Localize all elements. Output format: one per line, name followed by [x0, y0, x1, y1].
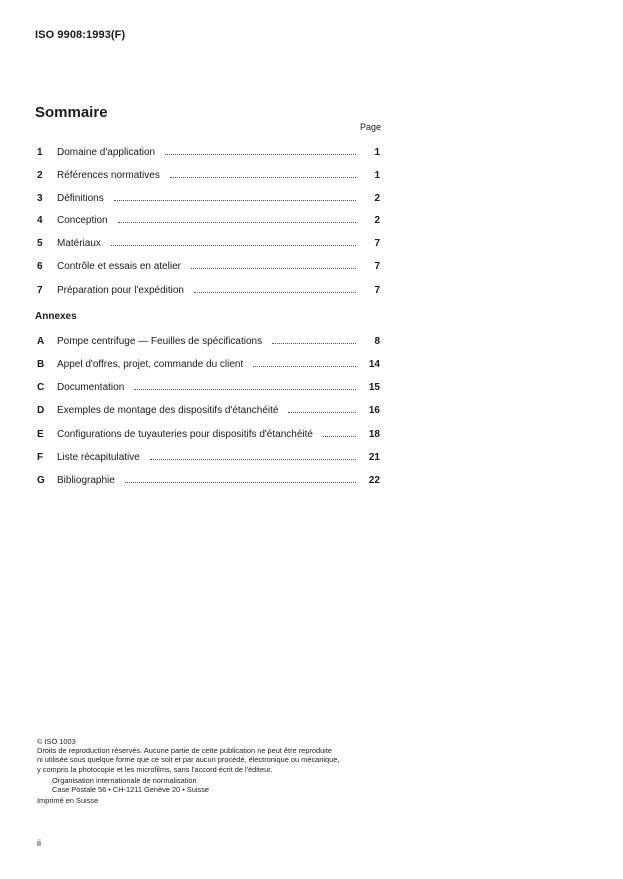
toc-entry-title: Contrôle et essais en atelier: [57, 261, 181, 272]
toc-entry-page: 14: [368, 359, 380, 370]
toc-leader-dots: [288, 412, 356, 413]
toc-entry-page: 7: [374, 285, 380, 296]
toc-entry-6[interactable]: [37, 258, 380, 272]
rights-text-line-1: Droits de reproduction réservés. Aucune partie de cette publication ne peut être reproduite: [37, 746, 332, 756]
page-number: ii: [37, 838, 41, 848]
toc-entry-number: 1: [37, 147, 43, 158]
toc-entry-page: 1: [374, 147, 380, 158]
toc-annex-c[interactable]: [37, 379, 380, 393]
copyright-notice: © ISO 1003: [37, 737, 76, 746]
toc-leader-dots: [323, 436, 356, 437]
toc-annex-d[interactable]: [37, 402, 380, 416]
toc-entry-title: Exemples de montage des dispositifs d'étanchéité: [57, 405, 279, 416]
toc-entry-title: Conception: [57, 215, 108, 226]
toc-annex-f[interactable]: [37, 449, 380, 463]
toc-entry-title: Bibliographie: [57, 475, 115, 486]
toc-entry-page: 22: [368, 475, 380, 486]
document-id: ISO 9908:1993(F): [35, 29, 126, 41]
toc-leader-dots: [191, 268, 356, 269]
rights-text-line-2: ni utilisée sous quelque forme que ce soit et par aucun procédé, électronique ou mécanique,: [37, 755, 340, 765]
printed-in: Imprimé en Suisse: [37, 796, 99, 806]
toc-entry-title: Configurations de tuyauteries pour dispositifs d'étanchéité: [57, 429, 313, 440]
toc-entry-page: 2: [374, 193, 380, 204]
toc-entry-title: Préparation pour l'expédition: [57, 285, 184, 296]
page-column-label: Page: [360, 122, 382, 132]
toc-entry-number: B: [37, 359, 45, 370]
toc-entry-number: C: [37, 382, 45, 393]
toc-entry-1[interactable]: [37, 144, 380, 158]
copyright-block: [37, 737, 389, 805]
toc-entry-page: 21: [368, 452, 380, 463]
annexes-heading: Annexes: [35, 311, 77, 322]
toc-entry-number: G: [37, 475, 45, 486]
toc-entry-title: Documentation: [57, 382, 125, 393]
toc-entry-7[interactable]: [37, 282, 380, 296]
toc-annex-a[interactable]: [37, 333, 380, 347]
toc-entry-page: 7: [374, 261, 380, 272]
toc-entry-number: E: [37, 429, 44, 440]
organization-name: Organisation internationale de normalisation: [52, 775, 197, 785]
toc-leader-dots: [253, 366, 356, 367]
page-title: Sommaire: [35, 104, 108, 121]
toc-entry-2[interactable]: [37, 167, 380, 181]
toc-entry-title: Pompe centrifuge — Feuilles de spécifications: [57, 336, 263, 347]
toc-entry-3[interactable]: [37, 190, 380, 204]
toc-entry-page: 18: [368, 429, 380, 440]
toc-entry-page: 1: [374, 170, 380, 181]
toc-entry-number: F: [37, 452, 44, 463]
rights-text-line-3: y compris la photocopie et les microfilms, sans l'accord écrit de l'éditeur.: [37, 764, 273, 774]
toc-entry-title: Matériaux: [57, 238, 101, 249]
toc-leader-dots: [165, 154, 356, 155]
organization-address: Case Postale 56 • CH-1211 Genève 20 • Suisse: [52, 785, 210, 795]
toc-entry-title: Références normatives: [57, 170, 160, 181]
toc-entry-title: Liste récapitulative: [57, 452, 140, 463]
toc-entry-title: Domaine d'application: [57, 147, 156, 158]
toc-annex-e[interactable]: [37, 426, 380, 440]
toc-leader-dots: [134, 389, 356, 390]
toc-entry-number: 4: [37, 215, 43, 226]
toc-leader-dots: [150, 459, 356, 460]
toc-entry-number: A: [37, 336, 45, 347]
toc-annex-b[interactable]: [37, 356, 380, 370]
toc-entry-page: 2: [374, 215, 380, 226]
toc-entry-page: 16: [368, 405, 380, 416]
toc-entry-number: 3: [37, 193, 43, 204]
toc-entry-page: 7: [374, 238, 380, 249]
toc-entry-4[interactable]: [37, 212, 380, 226]
toc-entry-page: 8: [374, 336, 380, 347]
toc-entry-number: D: [37, 405, 45, 416]
toc-entry-number: 7: [37, 285, 43, 296]
toc-leader-dots: [125, 482, 356, 483]
toc-entry-page: 15: [368, 382, 380, 393]
toc-entry-number: 6: [37, 261, 43, 272]
toc-entry-number: 2: [37, 170, 43, 181]
toc-leader-dots: [118, 222, 356, 223]
toc-entry-title: Appel d'offres, projet, commande du client: [57, 359, 244, 370]
toc-leader-dots: [170, 177, 356, 178]
toc-leader-dots: [272, 343, 356, 344]
toc-entry-5[interactable]: [37, 235, 380, 249]
toc-leader-dots: [114, 200, 356, 201]
toc-leader-dots: [194, 292, 356, 293]
toc-leader-dots: [111, 245, 356, 246]
toc-entry-number: 5: [37, 238, 43, 249]
toc-entry-title: Définitions: [57, 193, 104, 204]
toc-annex-g[interactable]: [37, 472, 380, 486]
